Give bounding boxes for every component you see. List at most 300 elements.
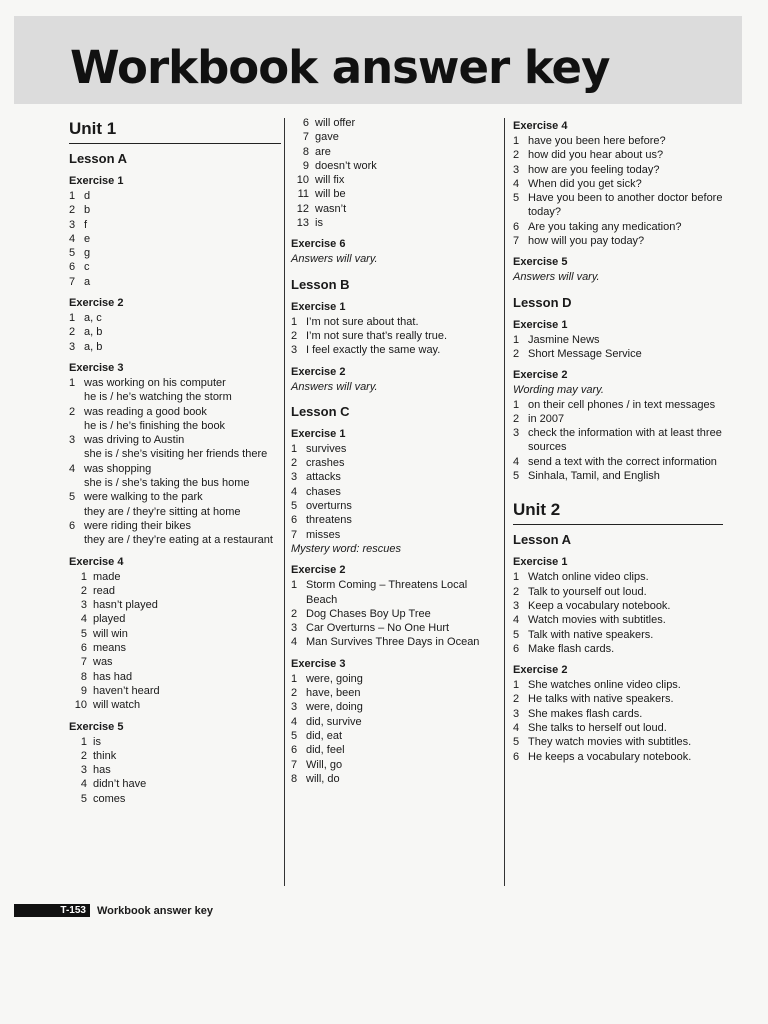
answer-subtext: she is / she’s taking the bus home [84,477,250,490]
answer-text: means [93,642,127,655]
answer-item [69,340,281,354]
item-number: 1 [513,679,520,692]
answer-item [513,678,723,692]
answer-text: in 2007 [528,412,565,425]
answer-list [291,315,491,358]
answer-item [291,621,491,635]
answer-item [513,628,723,642]
answer-item [69,490,281,519]
lesson-heading: Lesson A [513,532,572,548]
answer-text: f [84,218,88,231]
answer-text: I’m not sure that’s really true. [306,329,448,342]
column-2 [291,116,491,786]
page-title: Workbook answer key [70,41,610,94]
answer-list [513,398,723,484]
item-number: 2 [513,149,520,162]
column-divider [284,118,285,886]
answer-text: Keep a vocabulary notebook. [528,599,671,612]
exercise-heading: Exercise 2 [69,297,124,310]
answer-text: have, been [306,687,361,700]
answer-item [69,311,281,325]
exercise-heading: Exercise 2 [513,664,568,677]
answer-item [513,599,723,613]
answer-item [291,729,491,743]
item-number: 3 [291,701,298,714]
answer-text: has [93,764,111,777]
item-number: 10 [296,174,309,187]
item-number: 7 [302,131,309,144]
item-number: 4 [513,455,520,468]
answer-item [69,325,281,339]
answer-text: have you been here before? [528,135,666,147]
item-number: 8 [302,145,309,158]
answer-list [69,189,281,289]
answer-text: were walking to the park [84,491,203,504]
item-number: 5 [69,491,76,504]
answer-text: d [84,190,91,202]
item-number: 1 [80,735,87,748]
answer-text: did, feel [306,744,345,757]
answer-list [69,570,281,713]
item-number: 3 [513,599,520,612]
item-number: 3 [69,218,76,231]
answer-text: comes [93,792,126,805]
answer-text: will offer [315,117,356,129]
answer-item [69,232,281,246]
item-number: 9 [80,684,87,697]
answer-item [513,585,723,599]
answer-text: a, b [84,326,103,339]
answer-item [291,635,491,649]
item-number: 6 [69,519,76,532]
item-number: 11 [297,188,309,201]
answer-item [291,343,491,357]
item-number: 1 [291,579,298,592]
item-number: 1 [291,442,298,455]
item-number: 5 [69,247,76,260]
answer-item [513,398,723,412]
item-number: 2 [80,584,87,597]
answer-text: a [84,275,91,288]
answer-item [69,584,281,598]
answer-list [291,442,491,542]
answer-note: Answers will vary. [291,253,378,266]
answer-item [291,485,491,499]
item-number: 12 [296,202,309,215]
answer-item [291,715,491,729]
answer-text: was reading a good book [84,405,207,418]
answer-list [291,578,491,649]
answer-item [513,426,723,455]
answer-item [513,333,723,347]
answer-text: Watch movies with subtitles. [528,614,666,627]
answer-item [69,670,281,684]
item-number: 2 [69,326,76,339]
item-number: 8 [291,772,298,785]
answer-item [69,792,281,806]
item-number: 3 [291,344,298,357]
item-number: 1 [69,190,76,202]
answer-list [513,134,723,248]
item-number: 6 [291,744,298,757]
answer-item [513,177,723,191]
item-number: 2 [291,607,298,620]
answer-item [69,777,281,791]
answer-list [291,116,491,230]
answer-text: attacks [306,471,341,484]
column-3 [513,117,723,764]
answer-list [513,570,723,656]
answer-text: haven’t heard [93,684,160,697]
answer-item [291,470,491,484]
answer-item [69,433,281,462]
item-number: 2 [69,405,76,418]
answer-text: Jasmine News [528,333,600,346]
item-number: 7 [69,275,76,288]
item-number: 5 [513,192,520,205]
answer-list [69,311,281,354]
item-number: 4 [513,177,520,190]
answer-list [513,333,723,362]
unit-heading: Unit 1 [69,118,281,144]
answer-item [513,469,723,483]
item-number: 2 [513,412,520,425]
answer-text: c [84,261,90,274]
answer-text: They watch movies with subtitles. [528,736,692,749]
item-number: 3 [80,764,87,777]
answer-text: crashes [306,457,345,470]
exercise-heading: Exercise 1 [513,556,568,569]
item-number: 5 [80,792,87,805]
answer-note: Answers will vary. [513,271,600,284]
answer-item [513,134,723,148]
item-number: 1 [513,135,520,147]
answer-text: I feel exactly the same way. [306,344,441,357]
answer-item [513,455,723,469]
answer-item [513,642,723,656]
answer-text: is [93,735,101,748]
answer-item [291,130,491,144]
answer-text: gave [315,131,339,144]
item-number: 3 [513,163,520,176]
item-number: 5 [513,470,520,483]
answer-item [291,329,491,343]
item-number: 5 [513,736,520,749]
answer-item [69,698,281,712]
answer-item [513,692,723,706]
answer-item [69,189,281,203]
answer-text: played [93,613,126,626]
exercise-heading: Exercise 4 [69,555,124,568]
answer-item [291,202,491,216]
item-number: 1 [69,312,76,325]
answer-item [69,260,281,274]
answer-item [69,218,281,232]
answer-text: chases [306,485,341,498]
answer-item [291,442,491,456]
item-number: 2 [69,204,76,217]
item-number: 5 [291,729,298,742]
item-number: 8 [80,670,87,683]
answer-item [291,499,491,513]
answer-item [513,148,723,162]
item-number: 5 [513,628,520,641]
answer-text: Have you been to another doctor before today? [528,192,723,219]
answer-text: He keeps a vocabulary notebook. [528,750,692,763]
answer-item [291,513,491,527]
answer-item [291,686,491,700]
item-number: 2 [513,693,520,706]
answer-item [291,187,491,201]
answer-text: Are you taking any medication? [528,220,682,233]
answer-text: Man Survives Three Days in Ocean [306,636,480,649]
answer-item [513,412,723,426]
answer-text: He talks with native speakers. [528,693,674,706]
answer-item [69,612,281,626]
exercise-heading: Exercise 3 [291,657,346,670]
item-number: 7 [80,656,87,669]
item-number: 3 [513,707,520,720]
item-number: 7 [291,758,298,771]
item-number: 1 [513,571,520,584]
answer-text: made [93,570,121,583]
answer-note: Answers will vary. [291,380,378,393]
answer-item [69,462,281,491]
answer-item [513,721,723,735]
answer-text: e [84,232,91,245]
answer-item [291,700,491,714]
answer-item [291,159,491,173]
item-number: 5 [80,627,87,640]
answer-text: When did you get sick? [528,177,642,190]
answer-text: hasn’t played [93,599,158,612]
answer-text: will be [315,188,346,201]
answer-item [291,743,491,757]
answer-item [69,763,281,777]
answer-text: She makes flash cards. [528,707,643,720]
item-number: 4 [513,722,520,735]
item-number: 6 [291,514,298,527]
answer-text: Make flash cards. [528,642,615,655]
exercise-heading: Exercise 5 [513,256,568,269]
item-number: 6 [69,261,76,274]
answer-text: were, doing [306,701,363,714]
answer-list [513,678,723,764]
answer-text: misses [306,528,341,541]
answer-item [291,758,491,772]
item-number: 3 [69,434,76,447]
answer-item [513,613,723,627]
unit-heading: Unit 2 [513,499,723,525]
answer-item [291,456,491,470]
answer-text: doesn’t work [315,159,377,172]
answer-text: did, eat [306,729,343,742]
answer-item [513,163,723,177]
answer-subtext: she is / she’s visiting her friends there [84,448,268,461]
item-number: 1 [80,570,87,583]
item-number: 3 [513,427,520,440]
answer-item [291,173,491,187]
exercise-heading: Exercise 6 [291,238,346,251]
answer-text: was shopping [84,462,152,475]
answer-text: will win [93,627,128,640]
exercise-heading: Exercise 5 [69,720,124,733]
item-number: 3 [291,471,298,484]
answer-text: b [84,204,91,217]
answer-text: on their cell phones / in text messages [528,398,716,411]
answer-text: will fix [315,174,345,187]
answer-text: check the information with at least three sources [528,427,722,454]
answer-note: Wording may vary. [513,384,604,397]
answer-list [69,735,281,806]
item-number: 4 [80,613,87,626]
mystery-word: Mystery word: rescues [291,542,402,555]
answer-item [291,672,491,686]
answer-text: overturns [306,500,352,513]
answer-item [513,191,723,220]
item-number: 13 [296,217,309,230]
answer-item [69,598,281,612]
item-number: 7 [291,528,298,541]
answer-item [291,216,491,230]
answer-text: are [315,145,331,158]
answer-text: didn’t have [93,778,147,791]
item-number: 4 [291,636,298,649]
answer-item [69,203,281,217]
answer-item [69,405,281,434]
answer-item [69,519,281,548]
item-number: 2 [291,457,298,470]
item-number: 6 [513,220,520,233]
answer-item [69,246,281,260]
item-number: 6 [80,642,87,655]
page-footer [14,904,213,917]
answer-item [69,275,281,289]
answer-item [513,234,723,248]
answer-text: Talk with native speakers. [528,628,654,641]
item-number: 1 [513,333,520,346]
answer-text: I’m not sure about that. [306,315,419,328]
answer-text: Car Overturns – No One Hurt [306,622,450,635]
item-number: 3 [80,599,87,612]
answer-item [291,528,491,542]
answer-item [513,735,723,749]
lesson-heading: Lesson D [513,294,572,310]
answer-text: is [315,217,323,230]
answer-text: a, c [84,312,102,325]
answer-item [69,655,281,669]
answer-item [513,347,723,361]
answer-item [291,607,491,621]
answer-text: Watch online video clips. [528,571,649,584]
answer-text: how are you feeling today? [528,163,660,176]
item-number: 4 [80,778,87,791]
answer-item [291,315,491,329]
exercise-heading: Exercise 4 [513,120,568,132]
answer-item [513,750,723,764]
answer-text: was working on his computer [84,376,226,389]
answer-text: was driving to Austin [84,434,185,447]
answer-item [291,116,491,130]
item-number: 1 [291,672,298,685]
answer-item [69,570,281,584]
answer-item [69,749,281,763]
answer-item [69,735,281,749]
answer-list [69,376,281,548]
page-number: T-153 [14,904,90,917]
answer-text: a, b [84,340,103,353]
exercise-heading: Exercise 2 [291,365,346,378]
answer-item [69,627,281,641]
answer-text: She watches online video clips. [528,679,681,692]
answer-item [69,641,281,655]
item-number: 3 [291,622,298,635]
item-number: 2 [513,347,520,360]
answer-text: survives [306,442,347,455]
answer-text: has had [93,670,133,683]
item-number: 4 [291,715,298,728]
answer-text: did, survive [306,715,362,728]
answer-text: threatens [306,514,352,527]
item-number: 1 [513,398,520,411]
item-number: 7 [513,235,520,248]
item-number: 1 [69,376,76,389]
answer-text: Short Message Service [528,347,642,360]
answer-item [291,578,491,607]
answer-item [69,376,281,405]
item-number: 2 [291,687,298,700]
answer-item [69,684,281,698]
item-number: 10 [74,699,87,712]
answer-list [291,672,491,786]
lesson-heading: Lesson A [69,151,128,166]
exercise-heading: Exercise 3 [69,361,124,374]
item-number: 2 [80,749,87,762]
column-divider [504,118,505,886]
answer-text: Talk to yourself out loud. [528,585,647,598]
answer-text: wasn’t [315,202,347,215]
answer-item [513,707,723,721]
answer-item [291,145,491,159]
answer-subtext: he is / he’s finishing the book [84,419,226,432]
item-number: 6 [513,642,520,655]
answer-text: Dog Chases Boy Up Tree [306,607,431,620]
item-number: 2 [513,585,520,598]
item-number: 9 [302,159,309,172]
item-number: 4 [291,485,298,498]
item-number: 5 [291,500,298,513]
answer-text: how did you hear about us? [528,149,664,162]
answer-text: Storm Coming – Threatens Local Beach [306,579,468,606]
answer-text: were riding their bikes [84,519,191,532]
answer-item [513,570,723,584]
item-number: 6 [513,750,520,763]
column-1 [69,114,281,806]
answer-text: how will you pay today? [528,235,645,248]
item-number: 3 [69,340,76,353]
answer-text: was [93,656,113,669]
exercise-heading: Exercise 2 [513,369,568,382]
answer-subtext: they are / they’re eating at a restaurant [84,534,273,547]
item-number: 2 [291,329,298,342]
item-number: 6 [302,117,309,129]
item-number: 1 [291,315,298,328]
answer-text: Sinhala, Tamil, and English [528,470,660,483]
answer-subtext: he is / he’s watching the storm [84,391,232,404]
item-number: 4 [69,462,76,475]
footer-title: Workbook answer key [97,904,213,917]
lesson-heading: Lesson B [291,276,350,292]
